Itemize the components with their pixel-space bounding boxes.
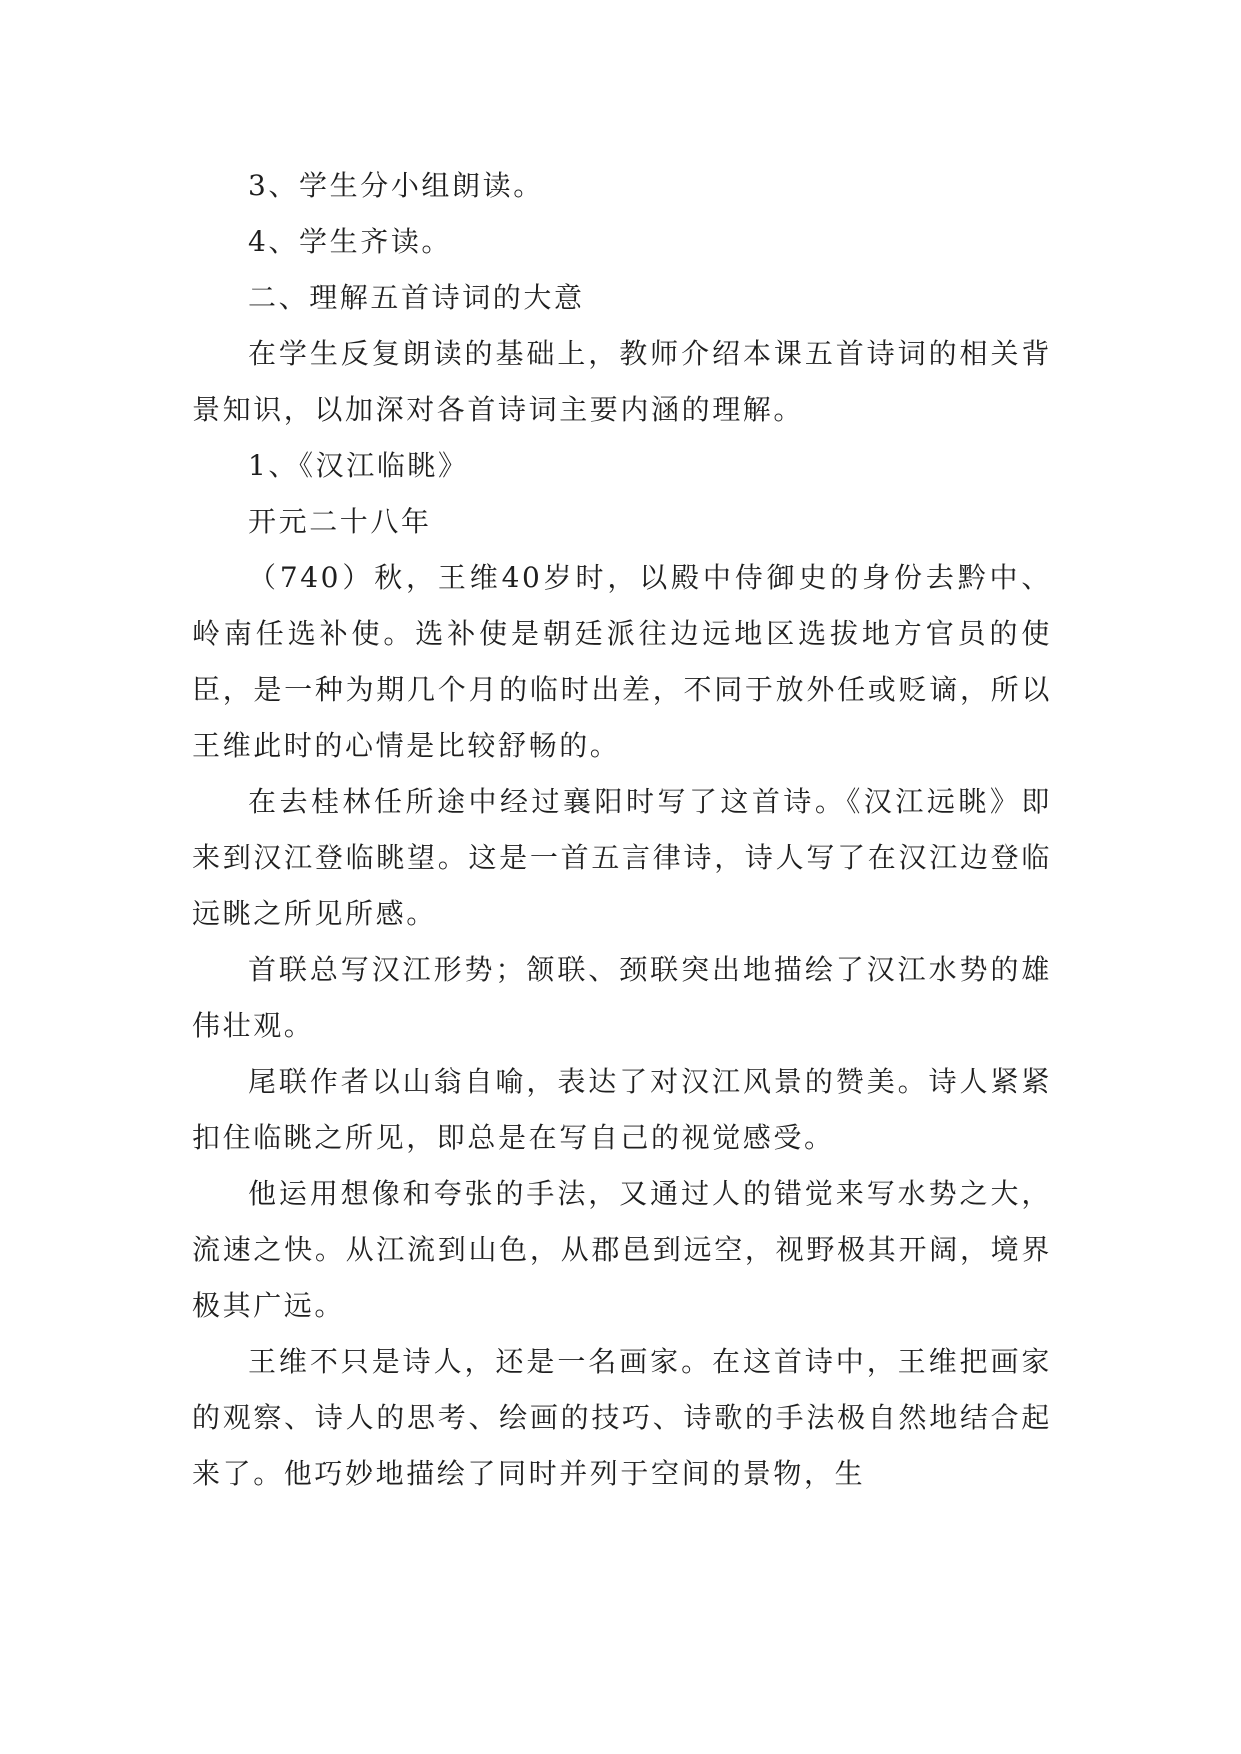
paragraph-couplets: 首联总写汉江形势；颔联、颈联突出地描绘了汉江水势的雄伟壮观。 [192,953,1052,1042]
poem-title: 1、《汉江临眺》 [248,449,469,482]
paragraph-step-3: 3、学生分小组朗读。 [248,169,544,202]
paragraph-journey: 在去桂林任所途中经过襄阳时写了这首诗。《汉江远眺》即来到汉江登临眺望。这是一首五言律诗，诗人写了在汉江边登临远眺之所见所感。 [192,785,1052,930]
paragraph-painter: 王维不只是诗人，还是一名画家。在这首诗中，王维把画家的观察、诗人的思考、绘画的技巧、诗歌的手法极自然地结合起来了。他巧妙地描绘了同时并列于空间的景物，生 [192,1345,1052,1490]
document-page [192,158,1052,1502]
paragraph-intro: 在学生反复朗读的基础上，教师介绍本课五首诗词的相关背景知识，以加深对各首诗词主要内涵的理解。 [192,337,1052,426]
paragraph-year: 开元二十八年 [248,505,432,538]
section-heading: 二、理解五首诗词的大意 [248,281,585,314]
paragraph-background: （740）秋，王维40岁时，以殿中侍御史的身份去黔中、岭南任选补使。选补使是朝廷派往边远地区选拔地方官员的使臣，是一种为期几个月的临时出差，不同于放外任或贬谪，所以王维此时的心情是比较舒畅的。 [192,561,1052,762]
paragraph-technique: 他运用想像和夸张的手法，又通过人的错觉来写水势之大，流速之快。从江流到山色，从郡邑到远空，视野极其开阔，境界极其广远。 [192,1177,1052,1322]
paragraph-ending: 尾联作者以山翁自喻，表达了对汉江风景的赞美。诗人紧紧扣住临眺之所见，即总是在写自己的视觉感受。 [192,1065,1052,1154]
paragraph-step-4: 4、学生齐读。 [248,225,453,258]
